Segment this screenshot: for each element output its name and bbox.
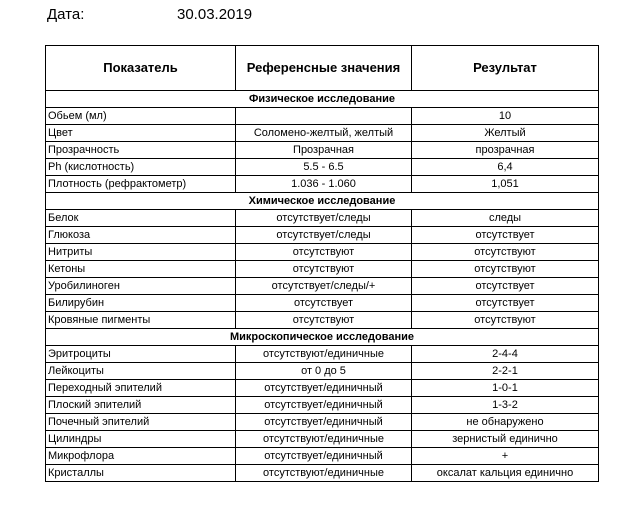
- table-row: [46, 261, 599, 278]
- reference-cell: отсутствуют: [236, 312, 412, 329]
- indicator-cell: Кетоны: [46, 261, 236, 278]
- reference-cell: отсутствуют/единичные: [236, 431, 412, 448]
- table-row: [46, 295, 599, 312]
- table-row: [46, 346, 599, 363]
- reference-cell: отсутствует: [236, 295, 412, 312]
- reference-cell: отсутствует/единичный: [236, 380, 412, 397]
- reference-cell: [236, 108, 412, 125]
- indicator-cell: Уробилиноген: [46, 278, 236, 295]
- section-title: Физическое исследование: [46, 91, 599, 108]
- result-cell: следы: [412, 210, 599, 227]
- result-cell: Желтый: [412, 125, 599, 142]
- section-header-row: [46, 91, 599, 108]
- table-header-row: [46, 46, 599, 91]
- result-cell: отсутствуют: [412, 261, 599, 278]
- indicator-cell: Цвет: [46, 125, 236, 142]
- indicator-cell: Глюкоза: [46, 227, 236, 244]
- result-cell: не обнаружено: [412, 414, 599, 431]
- reference-cell: отсутствует/единичный: [236, 448, 412, 465]
- table-row: [46, 159, 599, 176]
- table-row: [46, 142, 599, 159]
- result-cell: прозрачная: [412, 142, 599, 159]
- table-row: [46, 312, 599, 329]
- reference-cell: отсутствует/следы: [236, 210, 412, 227]
- result-cell: 2-4-4: [412, 346, 599, 363]
- reference-cell: отсутствуют: [236, 261, 412, 278]
- indicator-cell: Почечный эпителий: [46, 414, 236, 431]
- result-cell: отсутствуют: [412, 312, 599, 329]
- result-cell: 1-0-1: [412, 380, 599, 397]
- result-cell: +: [412, 448, 599, 465]
- table-row: [46, 176, 599, 193]
- result-cell: 2-2-1: [412, 363, 599, 380]
- indicator-cell: Плоский эпителий: [46, 397, 236, 414]
- indicator-cell: Белок: [46, 210, 236, 227]
- indicator-cell: Билирубин: [46, 295, 236, 312]
- indicator-cell: Ph (кислотность): [46, 159, 236, 176]
- reference-cell: отсутствуют/единичные: [236, 346, 412, 363]
- reference-cell: отсутствуют: [236, 244, 412, 261]
- result-cell: оксалат кальция единично: [412, 465, 599, 482]
- result-cell: 10: [412, 108, 599, 125]
- table-row: [46, 414, 599, 431]
- reference-cell: 1.036 - 1.060: [236, 176, 412, 193]
- indicator-cell: Эритроциты: [46, 346, 236, 363]
- indicator-cell: Обьем (мл): [46, 108, 236, 125]
- result-cell: 6,4: [412, 159, 599, 176]
- table-row: [46, 244, 599, 261]
- result-cell: отсутствует: [412, 278, 599, 295]
- table-row: [46, 397, 599, 414]
- reference-cell: отсутствуют/единичные: [236, 465, 412, 482]
- table-row: [46, 363, 599, 380]
- table-row: [46, 448, 599, 465]
- result-cell: 1,051: [412, 176, 599, 193]
- section-header-row: [46, 193, 599, 210]
- table-row: [46, 210, 599, 227]
- indicator-cell: Микрофлора: [46, 448, 236, 465]
- section-header-row: [46, 329, 599, 346]
- reference-cell: отсутствует/следы/+: [236, 278, 412, 295]
- table-row: [46, 431, 599, 448]
- table-row: [46, 465, 599, 482]
- indicator-cell: Кровяные пигменты: [46, 312, 236, 329]
- reference-cell: Соломено-желтый, желтый: [236, 125, 412, 142]
- result-cell: отсутствуют: [412, 244, 599, 261]
- column-header-indicator: Показатель: [46, 46, 236, 91]
- table-body: [46, 91, 599, 482]
- indicator-cell: Кристаллы: [46, 465, 236, 482]
- table-row: [46, 125, 599, 142]
- table-row: [46, 108, 599, 125]
- result-cell: 1-3-2: [412, 397, 599, 414]
- table-row: [46, 278, 599, 295]
- indicator-cell: Нитриты: [46, 244, 236, 261]
- indicator-cell: Переходный эпителий: [46, 380, 236, 397]
- table-row: [46, 227, 599, 244]
- indicator-cell: Лейкоциты: [46, 363, 236, 380]
- result-cell: отсутствует: [412, 227, 599, 244]
- result-cell: зернистый единично: [412, 431, 599, 448]
- date-value: 30.03.2019: [177, 6, 253, 23]
- result-cell: отсутствует: [412, 295, 599, 312]
- reference-cell: отсутствует/следы: [236, 227, 412, 244]
- table-row: [46, 380, 599, 397]
- column-header-result: Результат: [412, 46, 599, 91]
- section-title: Химическое исследование: [46, 193, 599, 210]
- indicator-cell: Прозрачность: [46, 142, 236, 159]
- reference-cell: отсутствует/единичный: [236, 414, 412, 431]
- reference-cell: отсутствует/единичный: [236, 397, 412, 414]
- reference-cell: от 0 до 5: [236, 363, 412, 380]
- indicator-cell: Цилиндры: [46, 431, 236, 448]
- column-header-reference: Референсные значения: [236, 46, 412, 91]
- date-label: Дата:: [47, 6, 85, 23]
- reference-cell: Прозрачная: [236, 142, 412, 159]
- section-title: Микроскопическое исследование: [46, 329, 599, 346]
- reference-cell: 5.5 - 6.5: [236, 159, 412, 176]
- indicator-cell: Плотность (рефрактометр): [46, 176, 236, 193]
- urinalysis-table: [45, 45, 599, 482]
